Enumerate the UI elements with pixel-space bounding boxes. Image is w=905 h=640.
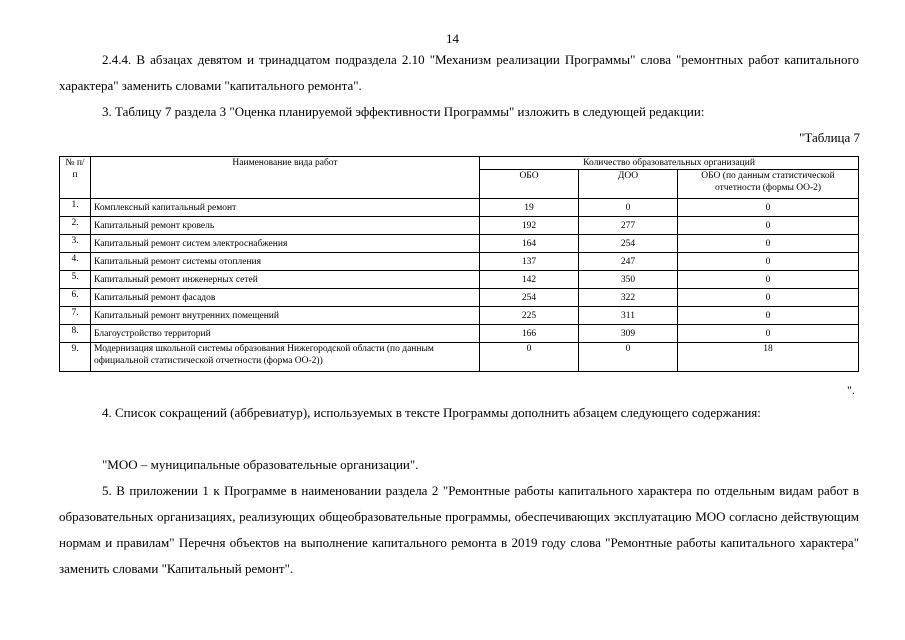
row-obo: 164 <box>480 235 579 253</box>
row-num: 7. <box>60 307 91 325</box>
row-doo: 322 <box>579 289 678 307</box>
row-num: 5. <box>60 271 91 289</box>
table-row <box>60 199 859 217</box>
table-row <box>60 217 859 235</box>
row-name: Капитальный ремонт систем электроснабжения <box>91 235 480 253</box>
header-work-type: Наименование вида работ <box>91 157 480 199</box>
row-name: Капитальный ремонт внутренних помещений <box>91 307 480 325</box>
table-row <box>60 325 859 343</box>
row-num: 4. <box>60 253 91 271</box>
row-stat: 0 <box>678 325 859 343</box>
row-obo: 0 <box>480 343 579 372</box>
row-doo: 0 <box>579 343 678 372</box>
row-name: Капитальный ремонт кровель <box>91 217 480 235</box>
row-doo: 247 <box>579 253 678 271</box>
row-name: Благоустройство территорий <box>91 325 480 343</box>
header-obo: ОБО <box>480 170 579 199</box>
paragraph-5 <box>59 478 859 582</box>
row-obo: 142 <box>480 271 579 289</box>
row-stat: 0 <box>678 289 859 307</box>
table-7 <box>59 156 859 372</box>
row-name: Капитальный ремонт фасадов <box>91 289 480 307</box>
row-stat: 0 <box>678 253 859 271</box>
page-number: 14 <box>446 31 459 46</box>
row-stat: 0 <box>678 307 859 325</box>
table-row <box>60 235 859 253</box>
row-num: 6. <box>60 289 91 307</box>
row-num: 3. <box>60 235 91 253</box>
header-group-count: Количество образовательных организаций <box>480 157 859 170</box>
row-num: 9. <box>60 343 91 372</box>
table-row <box>60 343 859 372</box>
paragraph-2-4-4 <box>59 47 859 99</box>
row-doo: 0 <box>579 199 678 217</box>
row-stat: 0 <box>678 235 859 253</box>
row-name: Модернизация школьной системы образования Нижегородской области (по данным официальной статистической отчетности (форма ОО-2)) <box>91 343 480 372</box>
row-stat: 0 <box>678 217 859 235</box>
row-num: 8. <box>60 325 91 343</box>
header-num: № п/п <box>60 157 91 199</box>
row-doo: 350 <box>579 271 678 289</box>
row-num: 2. <box>60 217 91 235</box>
row-num: 1. <box>60 199 91 217</box>
table-closing-quote: ". <box>847 383 855 397</box>
row-doo: 309 <box>579 325 678 343</box>
row-stat: 0 <box>678 199 859 217</box>
row-obo: 19 <box>480 199 579 217</box>
row-doo: 254 <box>579 235 678 253</box>
table-row <box>60 253 859 271</box>
paragraph-4-quote-text: "МОО – муниципальные образовательные организации". <box>102 457 419 472</box>
header-doo: ДОО <box>579 170 678 199</box>
row-obo: 225 <box>480 307 579 325</box>
row-stat: 0 <box>678 271 859 289</box>
table-row <box>60 271 859 289</box>
paragraph-3-text: 3. Таблицу 7 раздела 3 "Оценка планируемой эффективности Программы" изложить в следующей редакции: <box>102 104 705 119</box>
row-name: Комплексный капитальный ремонт <box>91 199 480 217</box>
table-row <box>60 289 859 307</box>
row-obo: 192 <box>480 217 579 235</box>
row-obo: 254 <box>480 289 579 307</box>
paragraph-2-4-4-text: 2.4.4. В абзацах девятом и тринадцатом подраздела 2.10 "Механизм реализации Программы" слова "ремонтных работ капитального характера" заменить словами "капитального ремонта". <box>59 52 859 93</box>
paragraph-5-text: 5. В приложении 1 к Программе в наименовании раздела 2 "Ремонтные работы капитального характера по отдельным видам работ в образовательных организациях, реализующих общеобразовательные программы, обеспечивающих эксплуатацию МОО согласно действующим нормам и правилам" Перечня объектов на выполнение капитального ремонта в 2019 году слова "Ремонтные работы капитального характера" заменить словами "Капитальный ремонт". <box>59 483 859 576</box>
paragraph-4-text: 4. Список сокращений (аббревиатур), используемых в тексте Программы дополнить абзацем следующего содержания: <box>102 405 761 420</box>
paragraph-3 <box>59 99 859 125</box>
row-obo: 166 <box>480 325 579 343</box>
row-obo: 137 <box>480 253 579 271</box>
row-name: Капитальный ремонт инженерных сетей <box>91 271 480 289</box>
row-name: Капитальный ремонт системы отопления <box>91 253 480 271</box>
paragraph-4-quote <box>59 452 859 478</box>
row-doo: 277 <box>579 217 678 235</box>
row-stat: 18 <box>678 343 859 372</box>
header-obo-stat: ОБО (по данным статистической отчетности (формы ОО-2) <box>678 170 859 199</box>
paragraph-4 <box>59 400 859 426</box>
row-doo: 311 <box>579 307 678 325</box>
table-row <box>60 307 859 325</box>
table-caption: "Таблица 7 <box>799 130 860 145</box>
